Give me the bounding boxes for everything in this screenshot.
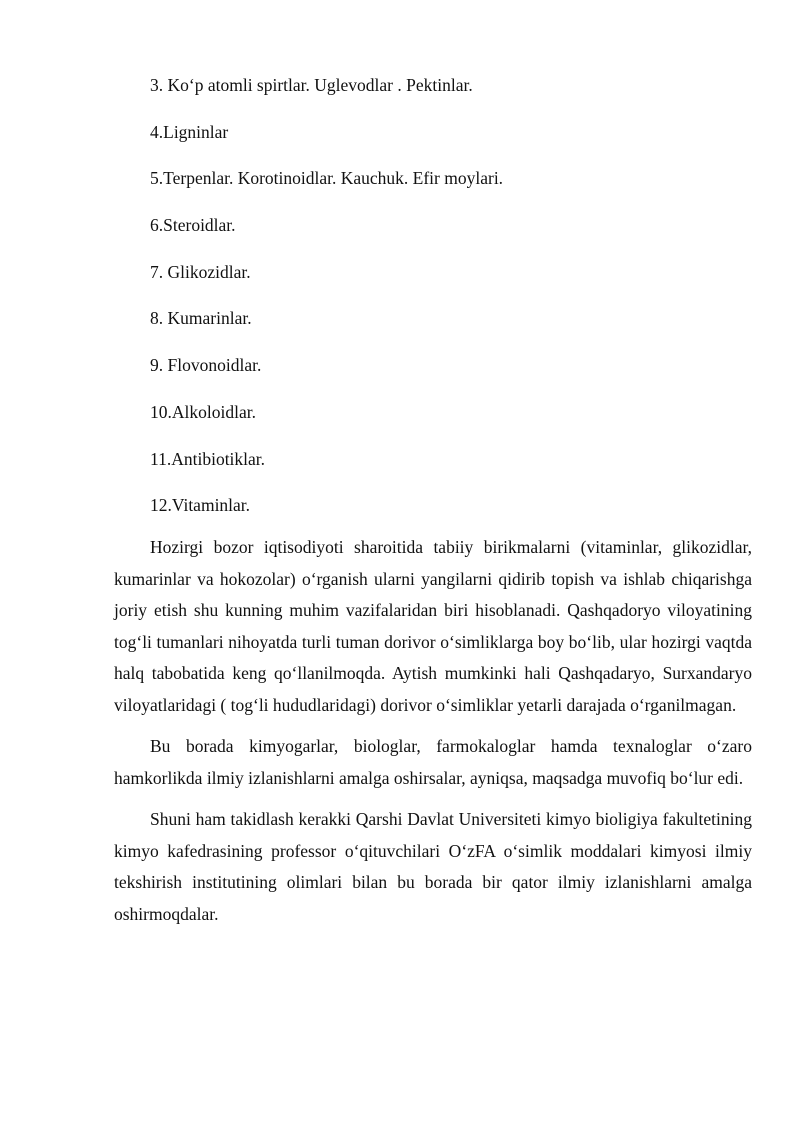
list-item: 8. Kumarinlar. <box>150 308 252 329</box>
list-item: 6.Steroidlar. <box>150 215 236 236</box>
list-item: 7. Glikozidlar. <box>150 261 251 282</box>
list-item: 12.Vitaminlar. <box>150 495 251 516</box>
list-item: 11.Antibiotiklar. <box>150 448 266 469</box>
list-item: 9. Flovonoidlar. <box>150 355 262 376</box>
list-item: 3. Ko‘p atomli spirtlar. Uglevodlar . Pektinlar. <box>150 75 473 95</box>
paragraph-university-research: Shuni ham takidlash kerakki Qarshi Davlat Universiteti kimyo bioligiya fakultetining kimyo kafedrasining professor o‘qituvchilari O‘zFA o‘simlik moddalari kimyosi ilmiy tekshirish institutining olimlari bilan bu borada bir qator ilmiy izlanishlarni amalga oshirmoqdalar. <box>114 809 752 924</box>
compound-class-list <box>150 74 750 541</box>
paragraph-natural-compounds: Hozirgi bozor iqtisodiyoti sharoitida tabiiy birikmalarni (vitaminlar, glikozidlar, kumarinlar va hokozolar) o‘rganish ularni yangilarni qidirib topish va ishlab chiqarishga joriy etish shu kunning muhim vazifalaridan biri hisoblanadi. Qashqadoryo viloyatining tog‘li tumanlari nihoyatda turli tuman dorivor o‘simliklarga boy bo‘lib, ular hozirgi vaqtda halq tabobatida keng qo‘llanilmoqda. Aytish mumkinki hali Qashqadaryo, Surxandaryo viloyatlaridagi ( tog‘li hududlaridagi) dorivor o‘simliklar yetarli darajada o‘rganilmagan. <box>114 537 752 715</box>
list-item: 10.Alkoloidlar. <box>150 401 256 422</box>
paragraph-cooperation: Bu borada kimyogarlar, biologlar, farmokaloglar hamda texnaloglar o‘zaro hamkorlikda ilmiy izlanishlarni amalga oshirsalar, ayniqsa, maqsadga muvofiq bo‘lur edi. <box>114 736 752 788</box>
body-text <box>114 532 752 940</box>
list-item: 4.Ligninlar <box>150 121 229 142</box>
list-item: 5.Terpenlar. Korotinoidlar. Kauchuk. Efir moylari. <box>150 168 504 189</box>
